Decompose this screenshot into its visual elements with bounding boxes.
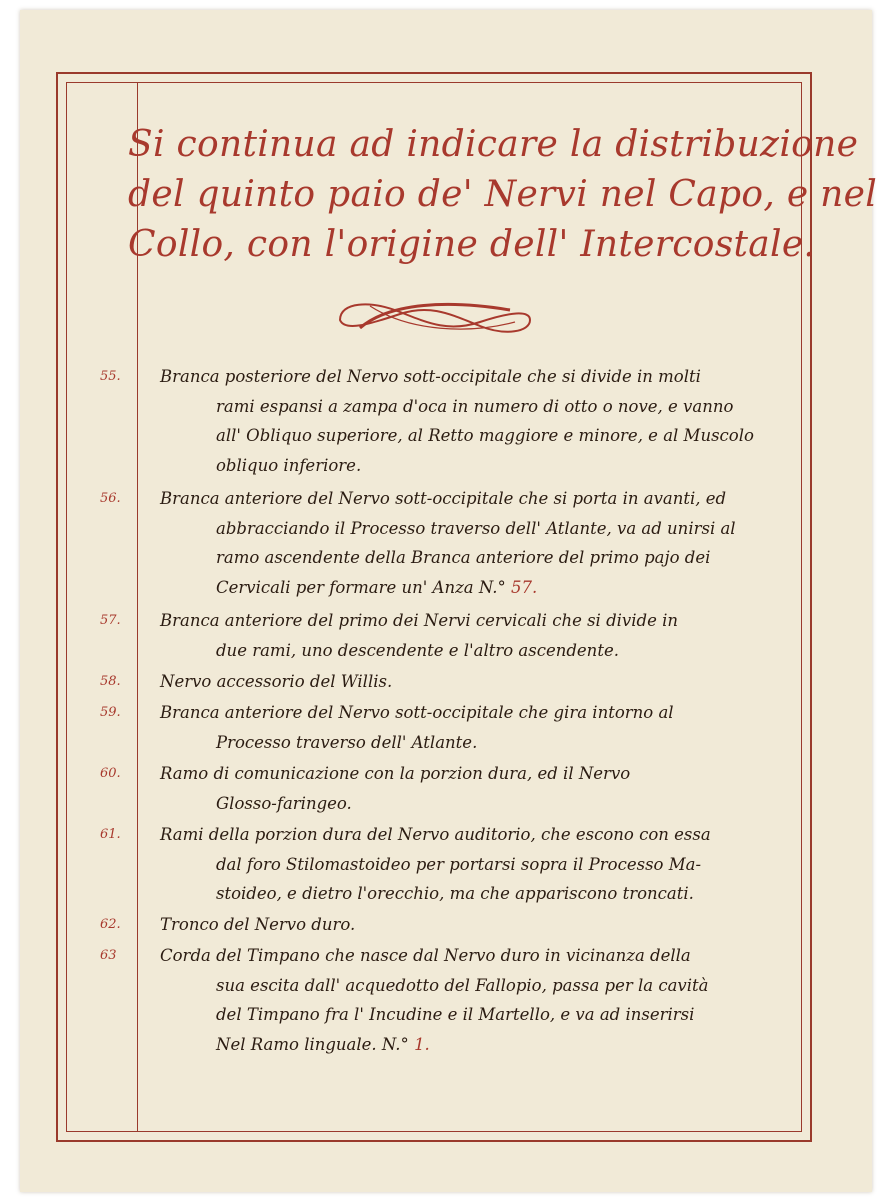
- entry-line: sua escita dall' acquedotto del Fallopio, passa per la cavità: [216, 975, 709, 995]
- entry-line: Branca anteriore del primo dei Nervi cervicali che si divide in: [160, 611, 678, 630]
- entry-line: [160, 573, 780, 603]
- entry-line: Corda del Timpano che nasce dal Nervo duro in vicinanza della: [160, 946, 691, 965]
- entry-text: [160, 910, 780, 940]
- entry-line: abbracciando il Processo traverso dell' Atlante, va ad unirsi al: [216, 518, 736, 538]
- entry-line: [160, 1030, 780, 1060]
- entry-number: 63: [100, 948, 117, 963]
- entry-number: 59.: [100, 705, 121, 720]
- entry-line-text: Cervicali per formare un' Anza N.°: [216, 577, 506, 597]
- entry-number: 61.: [100, 827, 121, 842]
- entry-number: 57.: [100, 613, 121, 628]
- entry-number: 62.: [100, 917, 121, 932]
- entry-number: 55.: [100, 369, 121, 384]
- title-line-2: del quinto paio de' Nervi nel Capo, e nel: [128, 174, 878, 215]
- entry-text: [160, 698, 780, 757]
- entry-line: rami espansi a zampa d'oca in numero di otto o nove, e vanno: [216, 396, 734, 416]
- entry-line: due rami, uno descendente e l'altro ascendente.: [216, 640, 619, 660]
- entry-line: Branca anteriore del Nervo sott-occipitale che gira intorno al: [160, 703, 674, 722]
- title-line-1: Si continua ad indicare la distribuzione: [128, 124, 859, 165]
- entry-line: ramo ascendente della Branca anteriore del primo pajo dei: [216, 548, 711, 567]
- entry-text: [160, 820, 780, 909]
- entry-line: Rami della porzion dura del Nervo auditorio, che escono con essa: [160, 825, 711, 844]
- entry-number: 56.: [100, 491, 121, 506]
- entry-line: Branca posteriore del Nervo sott-occipitale che si divide in molti: [160, 367, 701, 386]
- entry-line: Glosso-faringeo.: [216, 793, 352, 813]
- entry-number: 60.: [100, 766, 121, 781]
- entry-line: obliquo inferiore.: [216, 455, 362, 475]
- entry-number: 58.: [100, 674, 121, 689]
- entry-text: [160, 941, 780, 1059]
- cross-reference: 57.: [511, 577, 538, 597]
- entry-line: Tronco del Nervo duro.: [160, 915, 356, 934]
- page-title: [128, 120, 878, 270]
- entry-line: Processo traverso dell' Atlante.: [216, 732, 478, 752]
- cross-reference: 1.: [414, 1034, 430, 1054]
- title-line-3: Collo, con l'origine dell' Intercostale.: [128, 224, 816, 265]
- entry-text: [160, 362, 780, 480]
- entry-text: [160, 606, 780, 665]
- entry-line: Nervo accessorio del Willis.: [160, 672, 393, 691]
- entry-line-text: Nel Ramo linguale. N.°: [216, 1034, 409, 1054]
- flourish-ornament: [330, 292, 540, 342]
- entry-line: del Timpano fra l' Incudine e il Martello, e va ad inserirsi: [216, 1005, 695, 1024]
- entry-line: Ramo di comunicazione con la porzion dura, ed il Nervo: [160, 764, 631, 783]
- entry-line: dal foro Stilomastoideo per portarsi sopra il Processo Ma-: [216, 854, 702, 874]
- entry-line: Branca anteriore del Nervo sott-occipitale che si porta in avanti, ed: [160, 489, 727, 508]
- entry-text: [160, 759, 780, 818]
- entry-text: [160, 484, 780, 602]
- entry-text: [160, 667, 780, 697]
- entry-line: all' Obliquo superiore, al Retto maggiore e minore, e al Muscolo: [216, 426, 754, 445]
- entry-line: stoideo, e dietro l'orecchio, ma che appariscono troncati.: [216, 884, 694, 903]
